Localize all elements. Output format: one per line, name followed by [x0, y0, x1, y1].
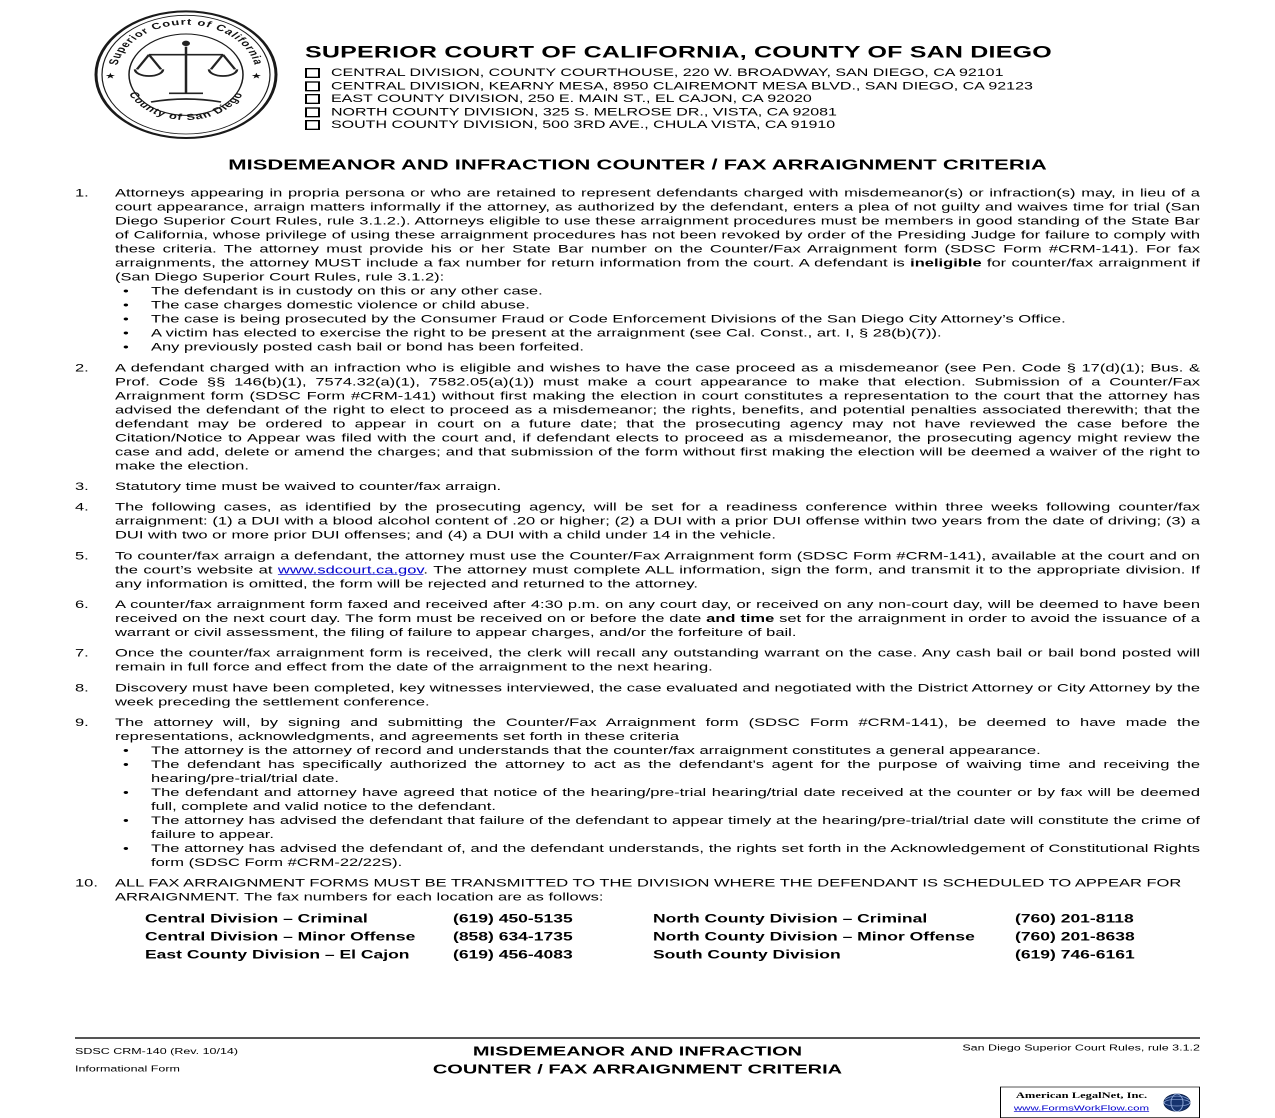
text-segment: set for the arraignment in order to avoid the issuance of a warrant or civil assessment, the filing of failure to appear charges, and/or the forfeiture of bail.	[115, 612, 1200, 639]
criteria-item	[75, 716, 1200, 870]
item-body	[115, 549, 1200, 591]
document-footer	[75, 1037, 1200, 1118]
item-paragraph	[115, 187, 1200, 285]
bullet-icon: •	[123, 313, 129, 326]
header-text-block	[305, 8, 1200, 132]
bullet-item	[115, 786, 1200, 814]
bullet-text: The defendant has specifically authorized the attorney to act as the defendant’s agent for the purpose of waiving time and receiving the hearing/pre-trial/trial date.	[151, 758, 1200, 785]
bold-text-segment: ineligible	[910, 257, 982, 270]
fax-number: (619) 450-5135	[453, 912, 573, 926]
fax-division-label: East County Division – El Cajon	[145, 948, 410, 962]
bullet-item	[115, 313, 1200, 327]
item-number: 10.	[75, 877, 98, 890]
item-body	[115, 480, 1200, 494]
bullet-icon: •	[123, 299, 129, 312]
fax-number: (760) 201-8118	[1015, 912, 1134, 926]
scales-of-justice-icon	[135, 47, 237, 102]
item-number: 3.	[75, 480, 89, 493]
court-website-link[interactable]: www.sdcourt.ca.gov	[277, 564, 424, 577]
criteria-item	[75, 877, 1200, 964]
court-title: SUPERIOR COURT OF CALIFORNIA, COUNTY OF SAN DIEGO	[305, 42, 1052, 62]
item-paragraph	[115, 480, 1200, 494]
location-list	[305, 67, 1200, 132]
location-row	[305, 106, 1200, 119]
bullet-icon: •	[123, 285, 129, 298]
item-paragraph	[115, 361, 1200, 473]
bullet-text: Any previously posted cash bail or bond has been forfeited.	[151, 341, 584, 354]
criteria-list	[75, 187, 1200, 964]
fax-number-table	[145, 910, 1200, 964]
bullet-text: The defendant and attorney have agreed that notice of the hearing/pre-trial hearing/trial date received at the counter or by fax will be deemed full, complete and valid notice to the defendant.	[151, 786, 1200, 813]
item-body	[115, 681, 1200, 709]
item-number: 9.	[75, 716, 89, 729]
item-number: 1.	[75, 187, 89, 200]
location-label: CENTRAL DIVISION, COUNTY COURTHOUSE, 220 W. BROADWAY, SAN DIEGO, CA 92101	[331, 67, 1004, 79]
fax-number: (760) 201-8638	[1015, 930, 1135, 944]
form-type-label: Informational Form	[75, 1064, 180, 1074]
text-segment: A defendant charged with an infraction who is eligible and wishes to have the case proceed as a misdemeanor (see Pen. Code § 17(d)(1); Bus. & Prof. Code §§ 146(b)(1), 7574.32(a)(1), 7582.05(a)(1)) must make a court appearance to make that election. Submission of a Counter/Fax Arraignment form (SDSC Form #CRM-141) without first making the election in court constitutes a representation to the court that the attorney has advised the defendant of the right to elect to proceed as a misdemeanor; the rights, benefits, and potential penalties associated therewith; that the defendant may be ordered to appear in court on a future date; that the prosecuting agency may not have reviewed the case before the Citation/Notice to Appear was filed with the court and, if defendant elects to proceed as a misdemeanor, the prosecuting agency might review the case and add, delete or amend the charges; and that submission of the form without first making the election will be deemed a waiver of the right to make the election.	[115, 362, 1200, 473]
item-paragraph	[115, 647, 1200, 675]
text-segment: ALL FAX ARRAIGNMENT FORMS MUST BE TRANSMITTED TO THE DIVISION WHERE THE DEFENDANT IS SCHEDULED TO APPEAR FOR ARRAIGNMENT. The fax numbers for each location are as follows:	[115, 877, 1182, 904]
criteria-item	[75, 501, 1200, 543]
svg-text:County of San Diego	[126, 91, 247, 123]
location-row	[305, 119, 1200, 132]
item-number: 6.	[75, 598, 89, 611]
seal-bottom-text: County of San Diego	[125, 90, 247, 123]
bullet-item	[115, 744, 1200, 758]
location-checkbox[interactable]	[305, 68, 320, 78]
item-paragraph	[115, 681, 1200, 709]
text-segment: for counter/fax arraignment if (San Diego Superior Court Rules, rule 3.1.2):	[115, 257, 1201, 284]
item-number: 2.	[75, 362, 89, 375]
item-paragraph	[115, 877, 1200, 905]
item-body	[115, 187, 1200, 355]
bullet-text: A victim has elected to exercise the right to be present at the arraignment (see Cal. Const., art. I, § 28(b)(7)).	[151, 327, 942, 340]
seal-star-right-icon: ★	[251, 72, 262, 82]
court-seal-graphic	[91, 8, 281, 141]
document-header	[75, 8, 1200, 145]
location-row	[305, 80, 1200, 93]
bullet-item	[115, 842, 1200, 870]
criteria-item	[75, 647, 1200, 675]
seal-star-left-icon: ★	[105, 72, 116, 82]
fax-division-label: Central Division – Criminal	[145, 912, 368, 926]
location-row	[305, 93, 1200, 106]
bullet-item	[115, 341, 1200, 355]
item-paragraph	[115, 598, 1200, 640]
bullet-item	[115, 758, 1200, 786]
legalnet-url-link[interactable]: www.FormsWorkFlow.com	[1013, 1104, 1150, 1113]
criteria-item	[75, 480, 1200, 494]
item-body	[115, 598, 1200, 640]
location-checkbox[interactable]	[305, 107, 320, 117]
fax-division-label: North County Division – Criminal	[653, 912, 928, 926]
text-segment: Discovery must have been completed, key witnesses interviewed, the case evaluated and negotiated with the District Attorney or City Attorney by the week preceding the settlement conference.	[115, 682, 1200, 709]
fax-division-label: South County Division	[653, 948, 841, 962]
bullet-text: The defendant is in custody on this or any other case.	[151, 285, 543, 298]
text-segment: Once the counter/fax arraignment form is received, the clerk will recall any outstanding warrant on the case. Any cash bail or bail bond posted will remain in full force and effect from the date of the arraignment to the next hearing.	[115, 647, 1200, 674]
item-number: 4.	[75, 501, 89, 514]
footer-left-block	[75, 1043, 416, 1078]
location-label: EAST COUNTY DIVISION, 250 E. MAIN ST., EL CAJON, CA 92020	[331, 93, 812, 105]
text-segment: The following cases, as identified by the prosecuting agency, will be set for a readiness conference within three weeks following counter/fax arraignment: (1) a DUI with a blood alcohol content of .20 or higher; (2) a DUI with a prior DUI offense within two years from the date of driving; (3) a DUI with two or more prior DUI offenses; and (4) a DUI with a child under 14 in the vehicle.	[115, 501, 1200, 542]
footer-title-line1: MISDEMEANOR AND INFRACTION	[472, 1044, 803, 1059]
criteria-item	[75, 549, 1200, 591]
bullet-text: The case is being prosecuted by the Consumer Fraud or Code Enforcement Divisions of the San Diego City Attorney’s Office.	[151, 313, 1066, 326]
location-checkbox[interactable]	[305, 94, 320, 104]
fax-number: (619) 456-4083	[453, 948, 573, 962]
bullet-icon: •	[123, 842, 129, 855]
legalnet-company: American LegalNet, Inc.	[1015, 1090, 1148, 1101]
footer-title-line2: COUNTER / FAX ARRAIGNMENT CRITERIA	[432, 1062, 843, 1077]
legalnet-text-block	[1008, 1090, 1155, 1115]
form-number: SDSC CRM-140 (Rev. 10/14)	[75, 1046, 239, 1057]
bullet-text: The attorney has advised the defendant of, and the defendant understands, the rights set forth in the Acknowledgement of Constitutional Rights form (SDSC Form #CRM-22/22S).	[151, 842, 1200, 869]
fax-division-label: North County Division – Minor Offense	[653, 930, 975, 944]
location-label: CENTRAL DIVISION, KEARNY MESA, 8950 CLAIREMONT MESA BLVD., SAN DIEGO, CA 92123	[331, 80, 1033, 92]
bullet-text: The attorney has advised the defendant that failure of the defendant to appear timely at the hearing/pre-trial/trial date will constitute the crime of failure to appear.	[151, 814, 1200, 841]
bullet-icon: •	[123, 758, 129, 771]
location-label: NORTH COUNTY DIVISION, 325 S. MELROSE DR., VISTA, CA 92081	[331, 106, 837, 118]
item-number: 5.	[75, 550, 89, 563]
footer-grid	[75, 1043, 1200, 1079]
location-checkbox[interactable]	[305, 81, 320, 91]
item-number: 7.	[75, 647, 89, 660]
court-seal	[75, 8, 305, 145]
item-paragraph	[115, 549, 1200, 591]
item-body	[115, 716, 1200, 870]
location-checkbox[interactable]	[305, 120, 320, 130]
criteria-item	[75, 681, 1200, 709]
footer-title	[416, 1043, 859, 1079]
text-segment: A counter/fax arraignment form faxed and received after 4:30 p.m. on any court day, or received on any non-court day, will be deemed to have been received on the next court day. The form must be received on or before the date	[115, 598, 1200, 625]
item-paragraph	[115, 501, 1200, 543]
globe-icon	[1162, 1092, 1192, 1112]
seal-top-text: Superior Court of California	[106, 17, 266, 66]
rules-reference: San Diego Superior Court Rules, rule 3.1.2	[962, 1043, 1200, 1053]
item-body	[115, 647, 1200, 675]
document-title: MISDEMEANOR AND INFRACTION COUNTER / FAX ARRAIGNMENT CRITERIA	[228, 156, 1047, 173]
bullet-icon: •	[123, 786, 129, 799]
fax-number: (858) 634-1735	[453, 930, 573, 944]
fax-number: (619) 746-6161	[1015, 948, 1135, 962]
seal-emblem-detail	[182, 41, 190, 46]
bullet-item	[115, 285, 1200, 299]
text-segment: Attorneys appearing in propria persona or who are retained to represent defendants charged with misdemeanor(s) or infraction(s) may, in lieu of a court appearance, arraign matters informally if the attorney, as authorized by the defendant, enters a plea of not guilty and waives time for trial (San Diego Superior Court Rules, rule 3.1.2.). Attorneys eligible to use these arraignment procedures must be members in good standing of the State Bar of California, whose privilege of using these arraignment procedures has not been revoked by order of the Presiding Judge for failure to comply with these criteria. The attorney must provide his or her State Bar number on the Counter/Fax Arraignment form (SDSC Form #CRM-141). For fax arraignments, the attorney MUST include a fax number for return information from the court. A defendant is	[115, 187, 1200, 270]
text-segment: . The attorney must complete ALL information, sign the form, and transmit it to the appropriate division. If any information is omitted, the form will be rejected and returned to the attorney.	[115, 564, 1201, 591]
item-body	[115, 877, 1200, 964]
location-label: SOUTH COUNTY DIVISION, 500 3RD AVE., CHULA VISTA, CA 91910	[331, 119, 836, 131]
item-body	[115, 361, 1200, 473]
bullet-icon: •	[123, 814, 129, 827]
bullet-text: The attorney is the attorney of record and understands that the counter/fax arraignment constitutes a general appearance.	[151, 744, 1041, 757]
bullet-item	[115, 327, 1200, 341]
bullet-item	[115, 814, 1200, 842]
text-segment: Statutory time must be waived to counter/fax arraign.	[115, 480, 502, 493]
criteria-item	[75, 361, 1200, 473]
item-number: 8.	[75, 682, 89, 695]
bullet-icon: •	[123, 341, 129, 354]
fax-division-label: Central Division – Minor Offense	[145, 930, 416, 944]
bullet-text: The case charges domestic violence or child abuse.	[151, 299, 530, 312]
bullet-icon: •	[123, 744, 129, 757]
bullet-icon: •	[123, 327, 129, 340]
footer-divider	[75, 1037, 1200, 1038]
item-body	[115, 501, 1200, 543]
legalnet-box	[1000, 1087, 1200, 1118]
text-segment: To counter/fax arraign a defendant, the attorney must use the Counter/Fax Arraignment form (SDSC Form #CRM-141), available at the court and on the court’s website at	[115, 550, 1200, 577]
location-row	[305, 67, 1200, 80]
criteria-item	[75, 187, 1200, 355]
text-segment: The attorney will, by signing and submitting the Counter/Fax Arraignment form (SDSC Form #CRM-141), be deemed to have made the representations, acknowledgments, and agreements set forth in these criteria	[115, 716, 1200, 743]
bold-text-segment: and time	[706, 612, 775, 625]
item-paragraph	[115, 716, 1200, 744]
criteria-item	[75, 598, 1200, 640]
bullet-item	[115, 299, 1200, 313]
